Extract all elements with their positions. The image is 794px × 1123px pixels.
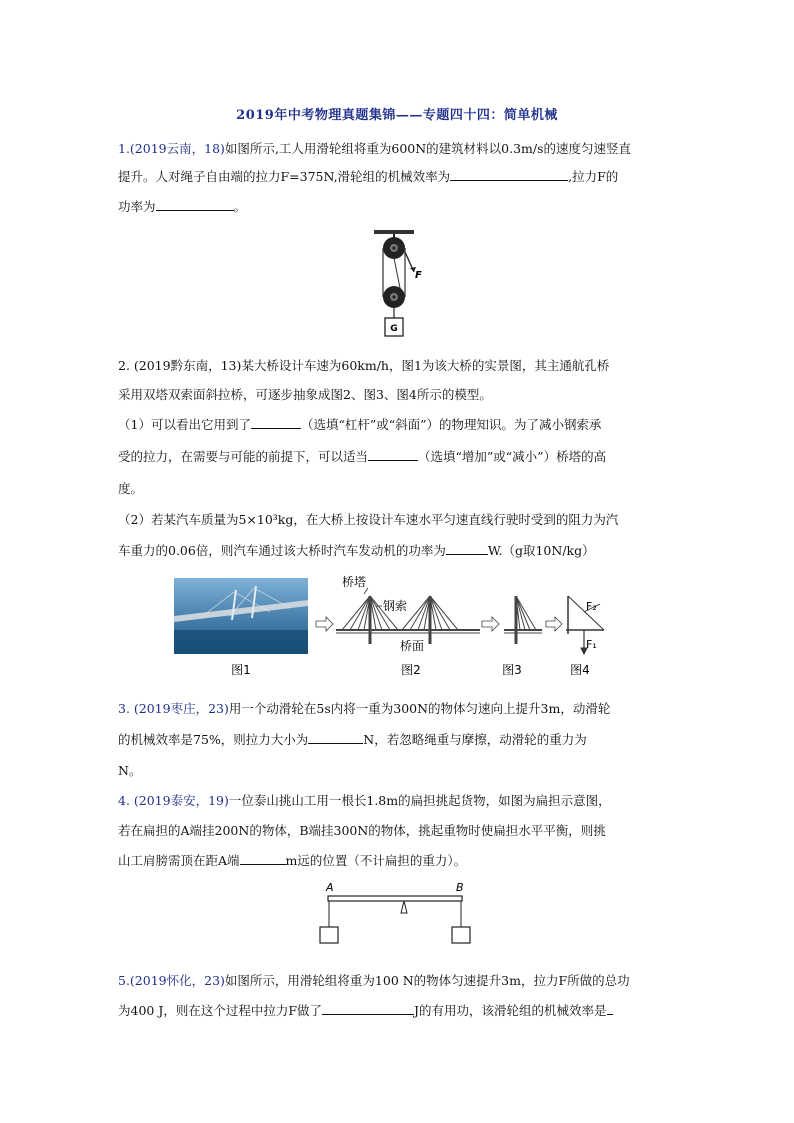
bridge-model-two-towers bbox=[336, 596, 480, 644]
q3-line-3: N。 bbox=[118, 763, 142, 778]
force-label-F: F bbox=[415, 270, 422, 281]
q5-line-1: 5.(2019怀化，23)如图所示，用滑轮组将重为100 N的物体匀速提升3m，拉力F所做的总功 bbox=[118, 973, 630, 988]
q4-line-2: 若在扁担的A端挂200N的物体，B端挂300N的物体，挑起重物时使扁担水平平衡，则挑 bbox=[118, 823, 606, 838]
fig1-caption: 图1 bbox=[231, 663, 251, 677]
arrow-icon bbox=[482, 617, 499, 631]
load-B bbox=[452, 927, 470, 943]
label-A: A bbox=[326, 881, 334, 894]
q4-pole-figure bbox=[312, 880, 482, 948]
q2-blank-3[interactable] bbox=[446, 542, 488, 555]
q4-blank-distance[interactable] bbox=[240, 852, 286, 865]
q1-blank-efficiency[interactable] bbox=[450, 168, 568, 181]
q3-line-2: 的机械效率是75%，则拉力大小为 N，若忽略绳重与摩擦，动滑轮的重力为 bbox=[118, 732, 587, 747]
q4-ref: 4. (2019泰安，19) bbox=[118, 793, 229, 808]
q1-line-1: 1.(2019云南，18)如图所示,工人用滑轮组将重为600N的建筑材料以0.3m/s的速度匀速竖直 bbox=[118, 141, 632, 156]
label-cable: 钢索 bbox=[383, 599, 408, 613]
q1-line-2: 提升。人对绳子自由端的拉力F=375N,滑轮组的机械效率为 ,拉力F的 bbox=[118, 169, 619, 184]
q3-ref: 3. (2019枣庄，23) bbox=[118, 701, 229, 716]
ceiling-mount bbox=[374, 230, 414, 234]
q1-line-3: 功率为 。 bbox=[118, 199, 247, 214]
load-A bbox=[320, 927, 338, 943]
label-B: B bbox=[456, 881, 464, 894]
q1-blank-power[interactable] bbox=[156, 198, 234, 211]
bridge-photo bbox=[174, 578, 308, 654]
q2-line-3: （1）可以看出它用到了 （选填“杠杆”或“斜面”）的物理知识。为了减小钢索承 bbox=[118, 417, 602, 432]
q2-line-6: （2）若某汽车质量为5×10³kg，在大桥上按设计车速水平匀速直线行驶时受到的阻力为汽 bbox=[118, 512, 619, 527]
fig3-caption: 图3 bbox=[502, 663, 522, 677]
q2-ref: 2. (2019黔东南，13) bbox=[118, 358, 242, 373]
lever-model bbox=[566, 596, 604, 654]
label-tower: 桥塔 bbox=[342, 575, 367, 589]
q2-line-1: 2. (2019黔东南，13)某大桥设计车速为60km/h，图1为该大桥的实景图，其主通航孔桥 bbox=[118, 358, 610, 373]
q2-line-5: 度。 bbox=[118, 481, 144, 496]
bridge-model-one-tower bbox=[504, 596, 542, 644]
q4-line-1: 4. (2019泰安，19)一位泰山挑山工用一根长1.8m的扁担挑起货物，如图为扁担示意图， bbox=[118, 793, 611, 808]
fig4-caption: 图4 bbox=[570, 663, 590, 677]
arrow-icon bbox=[316, 617, 333, 631]
q2-blank-2[interactable] bbox=[368, 448, 418, 461]
q2-blank-1[interactable] bbox=[251, 416, 301, 429]
force-label-F1: F₁ bbox=[586, 638, 597, 651]
q2-line-7: 车重力的0.06倍，则汽车通过该大桥时汽车发动机的功率为 W.（g取10N/kg） bbox=[118, 543, 595, 558]
q2-bridge-figures bbox=[170, 570, 650, 682]
carrying-pole bbox=[328, 896, 462, 901]
label-deck: 桥面 bbox=[400, 639, 425, 653]
shoulder-fulcrum bbox=[401, 901, 407, 913]
fig2-caption: 图2 bbox=[401, 663, 421, 677]
weight-label-G: G bbox=[390, 324, 398, 334]
q5-blank-efficiency[interactable] bbox=[607, 1002, 613, 1015]
arrow-icon bbox=[546, 617, 562, 631]
q2-line-4: 受的拉力，在需要与可能的前提下，可以适当 （选填“增加”或“减小”）桥塔的高 bbox=[118, 449, 607, 464]
q3-blank-force[interactable] bbox=[308, 731, 363, 744]
q4-line-3: 山工肩膀需顶在距A端 m远的位置（不计扁担的重力）。 bbox=[118, 853, 467, 868]
q5-ref: 5.(2019怀化，23) bbox=[118, 973, 225, 988]
q1-ref: 1.(2019云南，18) bbox=[118, 141, 225, 156]
q5-blank-useful-work[interactable] bbox=[322, 1002, 414, 1015]
page-title: 2019年中考物理真题集锦——专题四十四：简单机械 bbox=[236, 108, 558, 123]
q3-line-1: 3. (2019枣庄，23)用一个动滑轮在5s内将一重为300N的物体匀速向上提升3m，动滑轮 bbox=[118, 701, 611, 716]
q2-line-2: 采用双塔双索面斜拉桥，可逐步抽象成图2、图3、图4所示的模型。 bbox=[118, 387, 492, 402]
q5-line-2: 为400 J，则在这个过程中拉力F做了 J的有用功，该滑轮组的机械效率是 bbox=[118, 1002, 613, 1020]
force-label-F2: F₂ bbox=[586, 600, 597, 613]
q1-pulley-figure bbox=[364, 230, 434, 342]
